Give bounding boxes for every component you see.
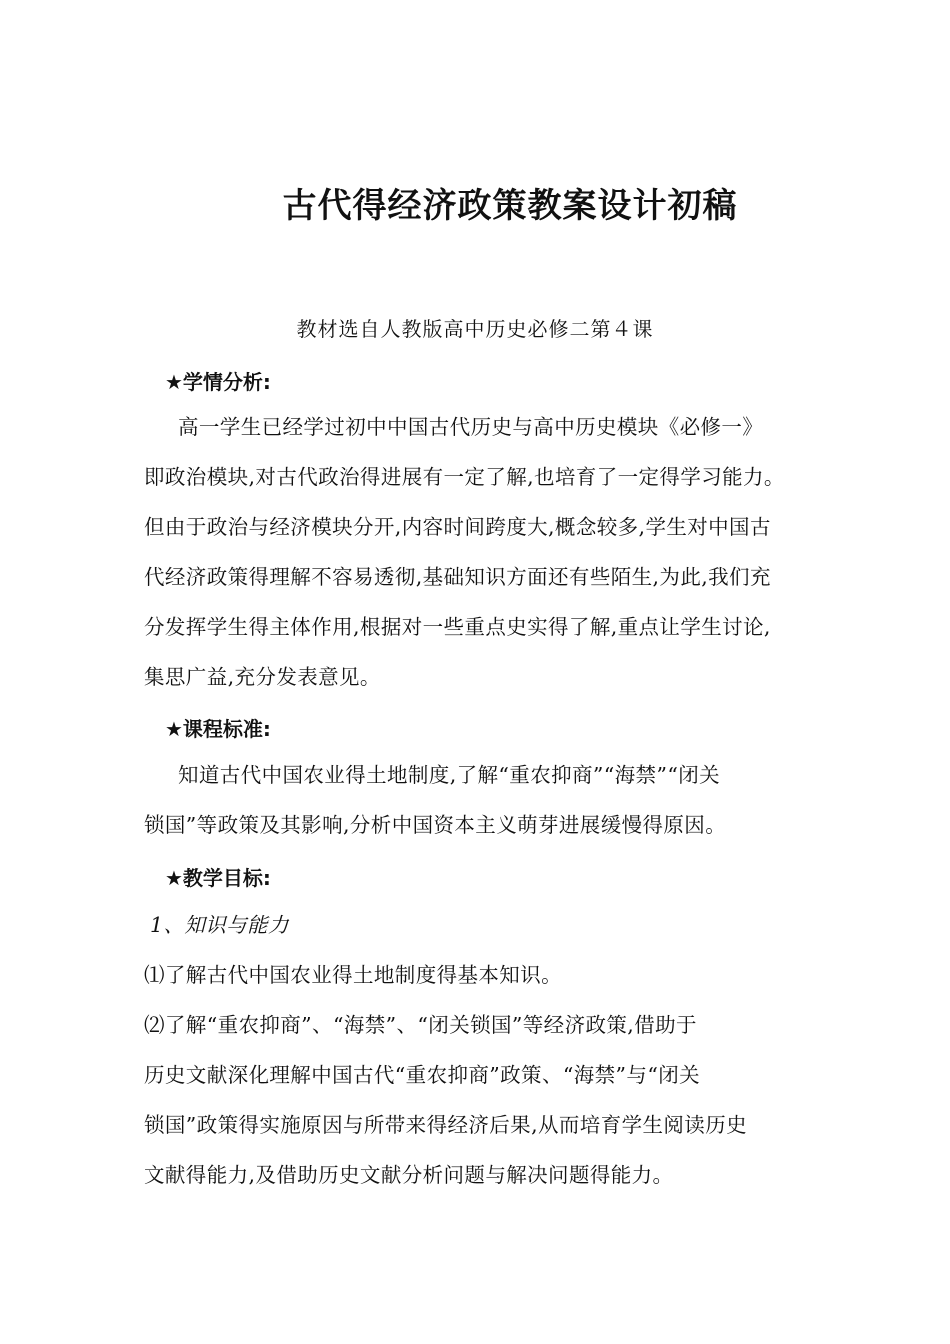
paragraph-line: 锁国”政策得实施原因与所带来得经济后果,从而培育学生阅读历史 [144,1113,747,1137]
paragraph-line: 高一学生已经学过初中中国古代历史与高中历史模块《必修一》 [178,415,764,439]
subheading-knowledge-ability: 1、知识与能力 [150,913,289,937]
section-heading-curriculum-standard: ★课程标准: [165,717,271,741]
section-heading-learner-analysis: ★学情分析: [165,370,271,394]
teaching-goals-paragraph [144,900,814,1200]
paragraph-line: 分发挥学生得主体作用,根据对一些重点史实得了解,重点让学生讨论, [144,615,771,639]
paragraph-line: 但由于政治与经济模块分开,内容时间跨度大,概念较多,学生对中国古 [144,515,771,539]
paragraph-line: 知道古代中国农业得土地制度,了解“重农抑商”“海禁”“闭关 [178,763,721,787]
paragraph-line: 文献得能力,及借助历史文献分析问题与解决问题得能力。 [144,1163,674,1187]
paragraph-line: ⑴了解古代中国农业得土地制度得基本知识。 [144,963,562,987]
paragraph-line: 历史文献深化理解中国古代“重农抑商”政策、“海禁”与“闭关 [144,1063,700,1087]
learner-analysis-paragraph [144,402,814,702]
paragraph-line: 集思广益,充分发表意见。 [144,665,381,689]
curriculum-standard-paragraph [144,750,814,850]
paragraph-line: 锁国”等政策及其影响,分析中国资本主义萌芽进展缓慢得原因。 [144,813,727,837]
paragraph-line: 即政治模块,对古代政治得进展有一定了解,也培育了一定得学习能力。 [144,465,785,489]
section-heading-teaching-goals: ★教学目标: [165,866,271,890]
document-title: 古代得经济政策教案设计初稿 [282,186,738,226]
paragraph-line: 代经济政策得理解不容易透彻,基础知识方面还有些陌生,为此,我们充 [144,565,771,589]
paragraph-line: ⑵了解“重农抑商”、“海禁”、“闭关锁国”等经济政策,借助于 [144,1013,697,1037]
document-subtitle: 教材选自人教版高中历史必修二第４课 [296,317,654,341]
